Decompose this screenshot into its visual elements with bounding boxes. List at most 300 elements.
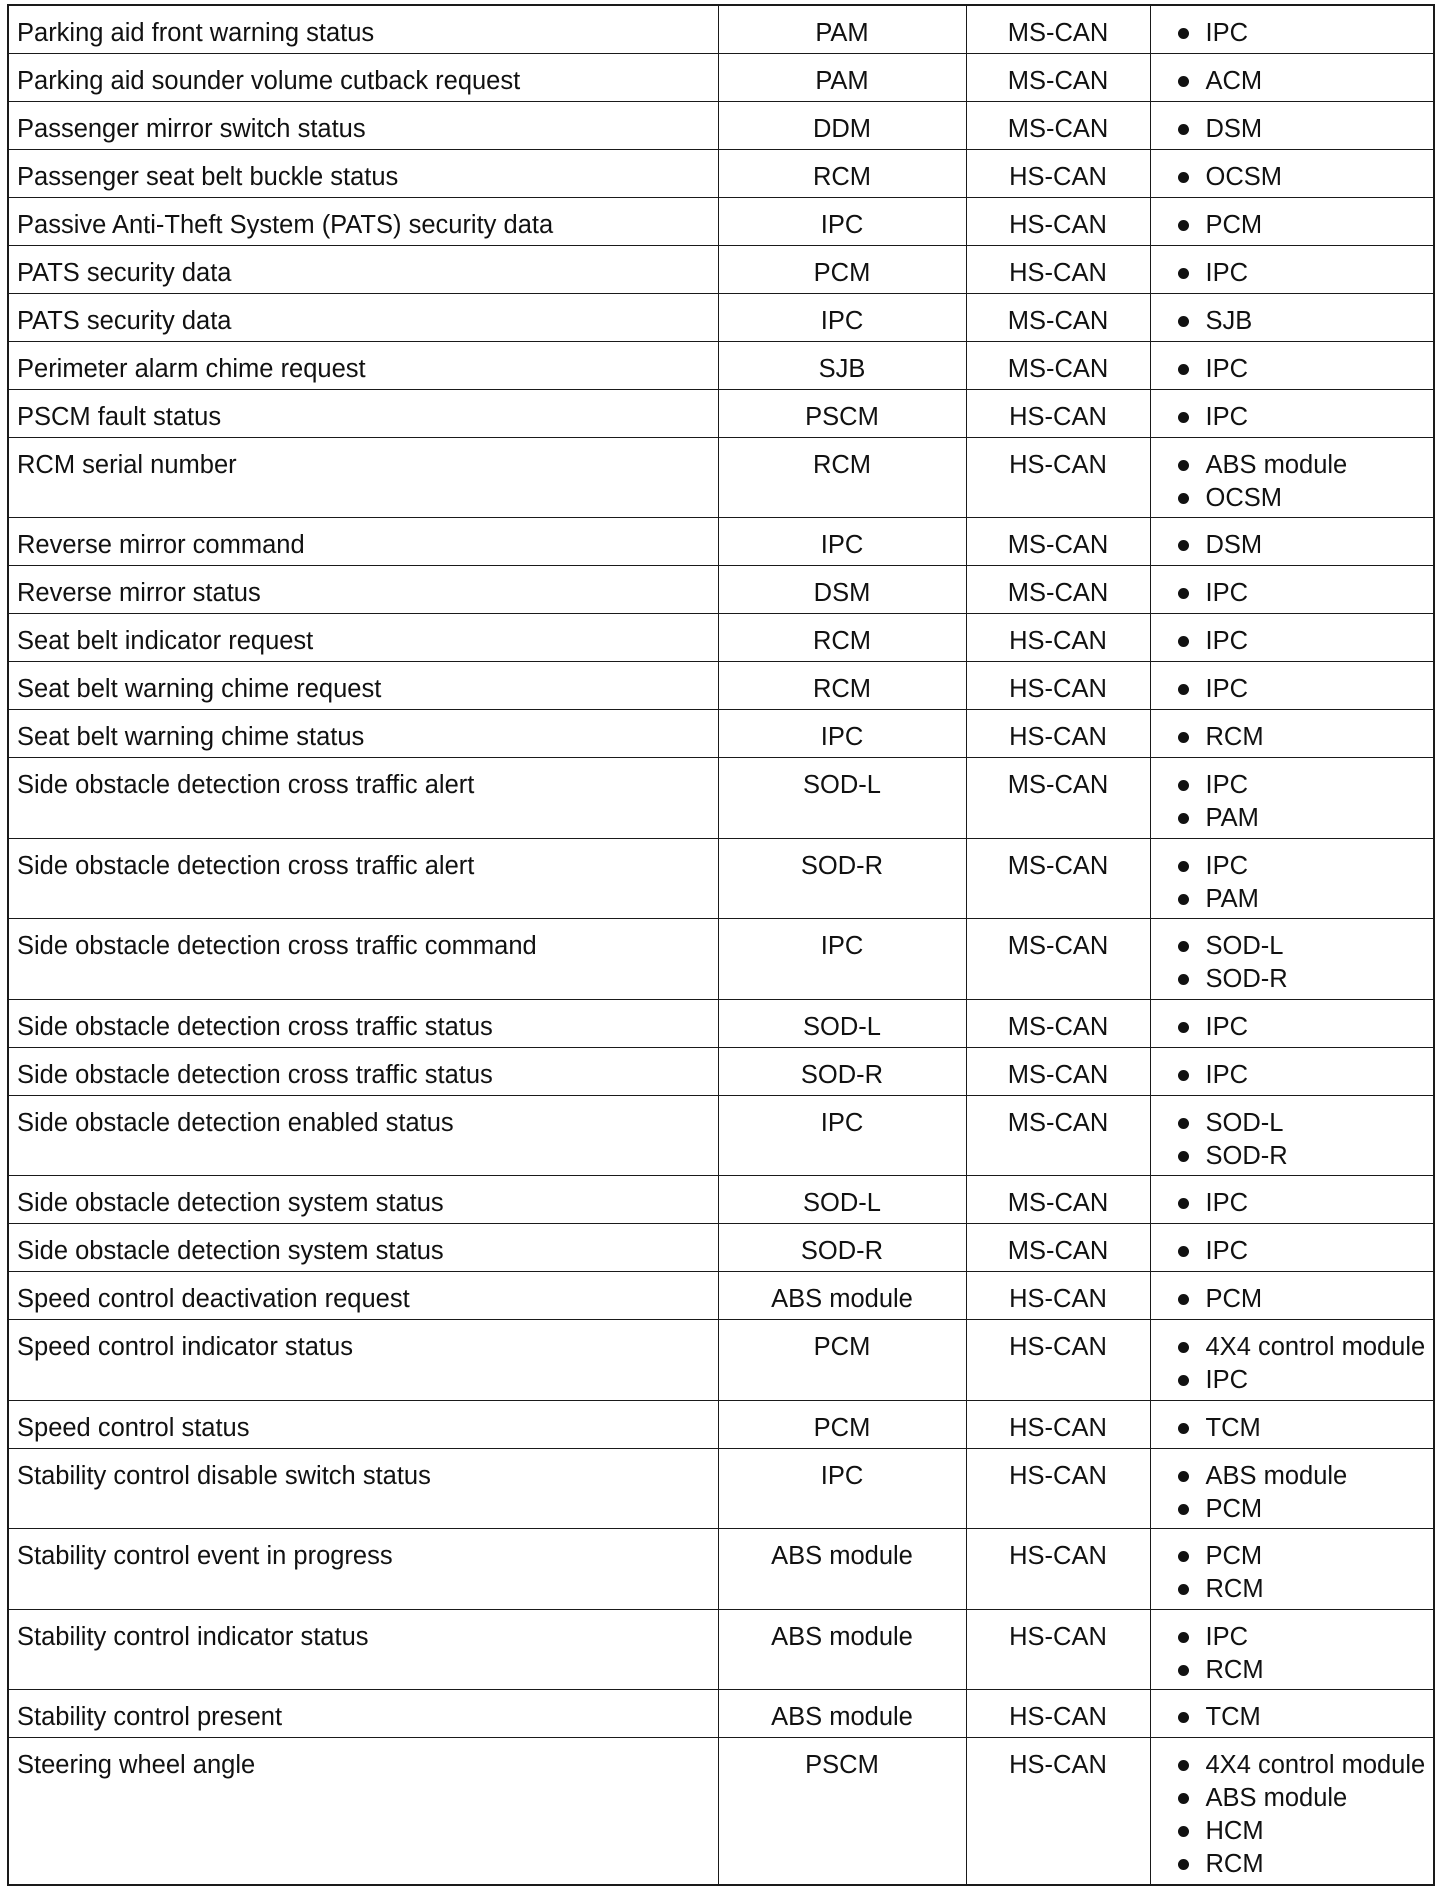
message-cell: Speed control indicator status — [8, 1320, 718, 1401]
receiver-list — [1161, 1283, 1434, 1316]
bullet-icon — [1178, 1551, 1189, 1562]
receiver-label: IPC — [1205, 1012, 1249, 1041]
network-cell: HS-CAN — [966, 614, 1150, 662]
receiver-label: IPC — [1205, 675, 1249, 703]
table-row — [8, 293, 1434, 341]
receiver-item — [1161, 1283, 1434, 1316]
table-row — [8, 662, 1434, 710]
message-cell: PATS security data — [8, 293, 718, 341]
message-cell: Side obstacle detection system status — [8, 1176, 718, 1224]
source-module-cell: SOD-L — [718, 758, 966, 839]
bullet-icon — [1178, 220, 1189, 231]
receiver-item — [1161, 1493, 1434, 1526]
receiver-list — [1161, 577, 1434, 610]
receiver-cell — [1150, 838, 1434, 919]
receiver-list — [1161, 1235, 1434, 1268]
receiver-cell — [1150, 710, 1434, 758]
source-module-cell: IPC — [718, 197, 966, 245]
receiver-label: IPC — [1205, 1060, 1249, 1089]
receiver-list — [1161, 1011, 1434, 1044]
bullet-icon — [1178, 732, 1189, 743]
bullet-icon — [1178, 894, 1189, 905]
bullet-icon — [1178, 172, 1189, 183]
table-row — [8, 1448, 1434, 1529]
receiver-item — [1161, 17, 1434, 50]
source-module-cell: IPC — [718, 518, 966, 566]
receiver-cell — [1150, 1320, 1434, 1401]
receiver-label: PAM — [1205, 804, 1259, 832]
receiver-item — [1161, 65, 1434, 98]
receiver-list — [1161, 1749, 1434, 1881]
receiver-item — [1161, 1107, 1434, 1140]
receiver-item — [1161, 209, 1434, 242]
receiver-cell — [1150, 1609, 1434, 1690]
network-message-table — [7, 4, 1435, 1886]
receiver-cell — [1150, 1529, 1434, 1610]
source-module-cell: PAM — [718, 53, 966, 101]
receiver-cell — [1150, 5, 1434, 53]
receiver-item — [1161, 1011, 1434, 1044]
receiver-list — [1161, 1187, 1434, 1220]
bullet-icon — [1178, 1423, 1189, 1434]
network-cell: MS-CAN — [966, 566, 1150, 614]
bullet-icon — [1178, 540, 1189, 551]
source-module-cell: PCM — [718, 1320, 966, 1401]
receiver-label: 4X4 control module — [1205, 1751, 1426, 1779]
receiver-item — [1161, 1140, 1434, 1173]
receiver-item — [1161, 257, 1434, 290]
receiver-list — [1161, 1460, 1434, 1526]
receiver-cell — [1150, 1690, 1434, 1738]
receiver-label: IPC — [1205, 851, 1249, 880]
receiver-cell — [1150, 389, 1434, 437]
bullet-icon — [1178, 1859, 1189, 1870]
receiver-list — [1161, 401, 1434, 434]
message-cell: Side obstacle detection cross traffic alert — [8, 838, 718, 919]
message-cell: Side obstacle detection cross traffic alert — [8, 758, 718, 839]
receiver-item — [1161, 161, 1434, 194]
receiver-cell — [1150, 1224, 1434, 1272]
receiver-item — [1161, 625, 1434, 658]
table-row — [8, 341, 1434, 389]
network-cell: HS-CAN — [966, 437, 1150, 518]
receiver-label: ACM — [1205, 66, 1263, 95]
receiver-item — [1161, 1331, 1434, 1364]
receiver-item — [1161, 963, 1434, 996]
table-row — [8, 437, 1434, 518]
receiver-label: SOD-R — [1205, 965, 1288, 993]
receiver-label: RCM — [1205, 723, 1264, 751]
bullet-icon — [1178, 1294, 1189, 1305]
table-row — [8, 1400, 1434, 1448]
network-cell: MS-CAN — [966, 341, 1150, 389]
source-module-cell: ABS module — [718, 1529, 966, 1610]
receiver-label: PCM — [1205, 1494, 1263, 1523]
message-cell: Parking aid front warning status — [8, 5, 718, 53]
message-cell: Seat belt indicator request — [8, 614, 718, 662]
bullet-icon — [1178, 28, 1189, 39]
receiver-item — [1161, 305, 1434, 338]
receiver-list — [1161, 161, 1434, 194]
network-cell: MS-CAN — [966, 5, 1150, 53]
network-cell: HS-CAN — [966, 197, 1150, 245]
source-module-cell: RCM — [718, 437, 966, 518]
receiver-cell — [1150, 149, 1434, 197]
bullet-icon — [1178, 1712, 1189, 1723]
network-cell: HS-CAN — [966, 245, 1150, 293]
source-module-cell: PSCM — [718, 1738, 966, 1885]
receiver-item — [1161, 401, 1434, 434]
receiver-label: OCSM — [1205, 162, 1282, 191]
receiver-item — [1161, 1573, 1434, 1606]
source-module-cell: SOD-R — [718, 1224, 966, 1272]
network-cell: MS-CAN — [966, 838, 1150, 919]
network-cell: HS-CAN — [966, 1400, 1150, 1448]
bullet-icon — [1178, 1504, 1189, 1515]
receiver-cell — [1150, 341, 1434, 389]
receiver-cell — [1150, 197, 1434, 245]
table-row — [8, 710, 1434, 758]
message-cell: Reverse mirror command — [8, 518, 718, 566]
receiver-label: ABS module — [1205, 1461, 1348, 1490]
source-module-cell: SOD-L — [718, 1176, 966, 1224]
receiver-list — [1161, 673, 1434, 706]
table-row — [8, 1320, 1434, 1401]
receiver-cell — [1150, 999, 1434, 1047]
receiver-cell — [1150, 566, 1434, 614]
receiver-label: IPC — [1205, 771, 1249, 799]
bullet-icon — [1178, 1826, 1189, 1837]
table-row — [8, 1095, 1434, 1176]
message-cell: Stability control indicator status — [8, 1609, 718, 1690]
source-module-cell: DDM — [718, 101, 966, 149]
source-module-cell: ABS module — [718, 1690, 966, 1738]
bullet-icon — [1178, 76, 1189, 87]
network-cell: MS-CAN — [966, 1176, 1150, 1224]
bullet-icon — [1178, 364, 1189, 375]
receiver-list — [1161, 1331, 1434, 1397]
receiver-list — [1161, 625, 1434, 658]
receiver-list — [1161, 17, 1434, 50]
bullet-icon — [1178, 460, 1189, 471]
receiver-label: IPC — [1205, 579, 1249, 607]
message-cell: Steering wheel angle — [8, 1738, 718, 1885]
table-row — [8, 101, 1434, 149]
receiver-cell — [1150, 293, 1434, 341]
source-module-cell: ABS module — [718, 1272, 966, 1320]
receiver-label: DSM — [1205, 531, 1263, 559]
message-cell: Side obstacle detection cross traffic command — [8, 919, 718, 1000]
source-module-cell: IPC — [718, 710, 966, 758]
receiver-item — [1161, 769, 1434, 802]
receiver-cell — [1150, 1176, 1434, 1224]
receiver-label: IPC — [1205, 354, 1249, 383]
table-row — [8, 5, 1434, 53]
bullet-icon — [1178, 1118, 1189, 1129]
bullet-icon — [1178, 684, 1189, 695]
receiver-label: HCM — [1205, 1817, 1264, 1845]
receiver-list — [1161, 257, 1434, 290]
table-row — [8, 999, 1434, 1047]
message-cell: PATS security data — [8, 245, 718, 293]
source-module-cell: SOD-L — [718, 999, 966, 1047]
receiver-list — [1161, 1059, 1434, 1092]
receiver-label: IPC — [1205, 1366, 1249, 1394]
receiver-list — [1161, 721, 1434, 754]
receiver-item — [1161, 1654, 1434, 1687]
receiver-label: SOD-R — [1205, 1141, 1288, 1170]
receiver-cell — [1150, 919, 1434, 1000]
message-cell: Passive Anti-Theft System (PATS) security data — [8, 197, 718, 245]
receiver-item — [1161, 883, 1434, 916]
receiver-label: IPC — [1205, 19, 1249, 47]
network-cell: HS-CAN — [966, 149, 1150, 197]
receiver-list — [1161, 1412, 1434, 1445]
table-row — [8, 758, 1434, 839]
receiver-label: IPC — [1205, 258, 1249, 287]
table-row — [8, 838, 1434, 919]
receiver-label: PAM — [1205, 884, 1259, 913]
receiver-item — [1161, 1782, 1434, 1815]
table-row — [8, 1738, 1434, 1885]
table-row — [8, 53, 1434, 101]
receiver-list — [1161, 209, 1434, 242]
network-cell: HS-CAN — [966, 1529, 1150, 1610]
source-module-cell: IPC — [718, 919, 966, 1000]
receiver-cell — [1150, 245, 1434, 293]
receiver-cell — [1150, 1272, 1434, 1320]
receiver-label: PCM — [1205, 1542, 1263, 1570]
message-cell: Reverse mirror status — [8, 566, 718, 614]
receiver-list — [1161, 449, 1434, 515]
receiver-item — [1161, 930, 1434, 963]
bullet-icon — [1178, 124, 1189, 135]
receiver-item — [1161, 1815, 1434, 1848]
message-cell: PSCM fault status — [8, 389, 718, 437]
receiver-label: IPC — [1205, 1237, 1249, 1265]
receiver-item — [1161, 1848, 1434, 1881]
table-row — [8, 245, 1434, 293]
source-module-cell: RCM — [718, 149, 966, 197]
receiver-label: TCM — [1205, 1703, 1261, 1731]
network-cell: MS-CAN — [966, 919, 1150, 1000]
receiver-label: IPC — [1205, 1622, 1249, 1651]
receiver-list — [1161, 305, 1434, 338]
receiver-cell — [1150, 53, 1434, 101]
bullet-icon — [1178, 1760, 1189, 1771]
receiver-label: TCM — [1205, 1413, 1261, 1442]
receiver-item — [1161, 1540, 1434, 1573]
network-cell: MS-CAN — [966, 518, 1150, 566]
message-cell: Stability control event in progress — [8, 1529, 718, 1610]
source-module-cell: ABS module — [718, 1609, 966, 1690]
bullet-icon — [1178, 1793, 1189, 1804]
receiver-label: RCM — [1205, 1655, 1264, 1684]
source-module-cell: IPC — [718, 293, 966, 341]
bullet-icon — [1178, 1151, 1189, 1162]
source-module-cell: SOD-R — [718, 838, 966, 919]
network-cell: HS-CAN — [966, 1738, 1150, 1885]
receiver-label: ABS module — [1205, 450, 1348, 479]
receiver-item — [1161, 1460, 1434, 1493]
receiver-list — [1161, 1701, 1434, 1734]
source-module-cell: IPC — [718, 1095, 966, 1176]
receiver-item — [1161, 1701, 1434, 1734]
bullet-icon — [1178, 974, 1189, 985]
table-row — [8, 149, 1434, 197]
receiver-label: PCM — [1205, 210, 1263, 239]
network-cell: MS-CAN — [966, 1047, 1150, 1095]
receiver-item — [1161, 529, 1434, 562]
table-row — [8, 566, 1434, 614]
message-cell: Parking aid sounder volume cutback request — [8, 53, 718, 101]
table-row — [8, 1690, 1434, 1738]
bullet-icon — [1178, 268, 1189, 279]
bullet-icon — [1178, 941, 1189, 952]
source-module-cell: RCM — [718, 662, 966, 710]
receiver-cell — [1150, 662, 1434, 710]
receiver-list — [1161, 1540, 1434, 1606]
receiver-list — [1161, 65, 1434, 98]
receiver-cell — [1150, 101, 1434, 149]
receiver-label: SOD-L — [1205, 932, 1284, 960]
bullet-icon — [1178, 1584, 1189, 1595]
bullet-icon — [1178, 1070, 1189, 1081]
bullet-icon — [1178, 1246, 1189, 1257]
receiver-item — [1161, 482, 1434, 515]
receiver-item — [1161, 577, 1434, 610]
receiver-item — [1161, 850, 1434, 883]
source-module-cell: IPC — [718, 1448, 966, 1529]
message-cell: Seat belt warning chime request — [8, 662, 718, 710]
source-module-cell: RCM — [718, 614, 966, 662]
network-cell: HS-CAN — [966, 1609, 1150, 1690]
table-body — [8, 5, 1434, 1885]
receiver-item — [1161, 1364, 1434, 1397]
table-row — [8, 1529, 1434, 1610]
receiver-list — [1161, 353, 1434, 386]
receiver-label: 4X4 control module — [1205, 1333, 1426, 1361]
message-cell: Side obstacle detection cross traffic status — [8, 999, 718, 1047]
network-cell: HS-CAN — [966, 1320, 1150, 1401]
receiver-item — [1161, 721, 1434, 754]
receiver-label: SJB — [1205, 306, 1253, 335]
receiver-cell — [1150, 518, 1434, 566]
receiver-cell — [1150, 758, 1434, 839]
source-module-cell: PAM — [718, 5, 966, 53]
table-row — [8, 919, 1434, 1000]
source-module-cell: PCM — [718, 245, 966, 293]
bullet-icon — [1178, 1198, 1189, 1209]
receiver-list — [1161, 113, 1434, 146]
receiver-label: IPC — [1205, 1189, 1249, 1217]
receiver-cell — [1150, 1448, 1434, 1529]
bullet-icon — [1178, 861, 1189, 872]
table-row — [8, 518, 1434, 566]
receiver-cell — [1150, 437, 1434, 518]
network-cell: MS-CAN — [966, 101, 1150, 149]
bullet-icon — [1178, 813, 1189, 824]
network-cell: HS-CAN — [966, 662, 1150, 710]
message-cell: Passenger seat belt buckle status — [8, 149, 718, 197]
network-cell: HS-CAN — [966, 389, 1150, 437]
network-cell: MS-CAN — [966, 293, 1150, 341]
receiver-item — [1161, 1235, 1434, 1268]
network-cell: HS-CAN — [966, 1690, 1150, 1738]
bullet-icon — [1178, 1342, 1189, 1353]
receiver-item — [1161, 802, 1434, 835]
message-cell: Seat belt warning chime status — [8, 710, 718, 758]
receiver-label: RCM — [1205, 1575, 1264, 1603]
message-cell: Perimeter alarm chime request — [8, 341, 718, 389]
table-row — [8, 197, 1434, 245]
receiver-item — [1161, 1187, 1434, 1220]
receiver-list — [1161, 850, 1434, 916]
network-cell: MS-CAN — [966, 758, 1150, 839]
bullet-icon — [1178, 1471, 1189, 1482]
message-cell: Speed control deactivation request — [8, 1272, 718, 1320]
table-row — [8, 389, 1434, 437]
receiver-list — [1161, 1621, 1434, 1687]
receiver-list — [1161, 529, 1434, 562]
network-cell: HS-CAN — [966, 1448, 1150, 1529]
message-cell: Passenger mirror switch status — [8, 101, 718, 149]
table-row — [8, 1272, 1434, 1320]
receiver-cell — [1150, 1738, 1434, 1885]
source-module-cell: DSM — [718, 566, 966, 614]
network-cell: MS-CAN — [966, 1224, 1150, 1272]
receiver-item — [1161, 113, 1434, 146]
receiver-list — [1161, 930, 1434, 996]
source-module-cell: PSCM — [718, 389, 966, 437]
receiver-list — [1161, 1107, 1434, 1173]
receiver-label: IPC — [1205, 402, 1249, 431]
receiver-item — [1161, 1059, 1434, 1092]
bullet-icon — [1178, 1375, 1189, 1386]
receiver-label: RCM — [1205, 1850, 1264, 1878]
receiver-item — [1161, 1621, 1434, 1654]
table-row — [8, 1224, 1434, 1272]
receiver-item — [1161, 1412, 1434, 1445]
message-cell: Speed control status — [8, 1400, 718, 1448]
message-cell: Side obstacle detection enabled status — [8, 1095, 718, 1176]
source-module-cell: PCM — [718, 1400, 966, 1448]
receiver-item — [1161, 1749, 1434, 1782]
network-cell: HS-CAN — [966, 710, 1150, 758]
receiver-label: ABS module — [1205, 1784, 1348, 1812]
receiver-item — [1161, 353, 1434, 386]
bullet-icon — [1178, 1665, 1189, 1676]
message-cell: Side obstacle detection cross traffic status — [8, 1047, 718, 1095]
table-row — [8, 1176, 1434, 1224]
receiver-label: PCM — [1205, 1285, 1263, 1313]
message-cell: RCM serial number — [8, 437, 718, 518]
bullet-icon — [1178, 1632, 1189, 1643]
network-cell: MS-CAN — [966, 999, 1150, 1047]
receiver-cell — [1150, 614, 1434, 662]
message-cell: Stability control present — [8, 1690, 718, 1738]
receiver-cell — [1150, 1400, 1434, 1448]
bullet-icon — [1178, 493, 1189, 504]
bullet-icon — [1178, 780, 1189, 791]
message-cell: Side obstacle detection system status — [8, 1224, 718, 1272]
table-row — [8, 1609, 1434, 1690]
network-cell: HS-CAN — [966, 1272, 1150, 1320]
table-row — [8, 614, 1434, 662]
source-module-cell: SJB — [718, 341, 966, 389]
receiver-item — [1161, 449, 1434, 482]
receiver-label: OCSM — [1205, 483, 1282, 512]
